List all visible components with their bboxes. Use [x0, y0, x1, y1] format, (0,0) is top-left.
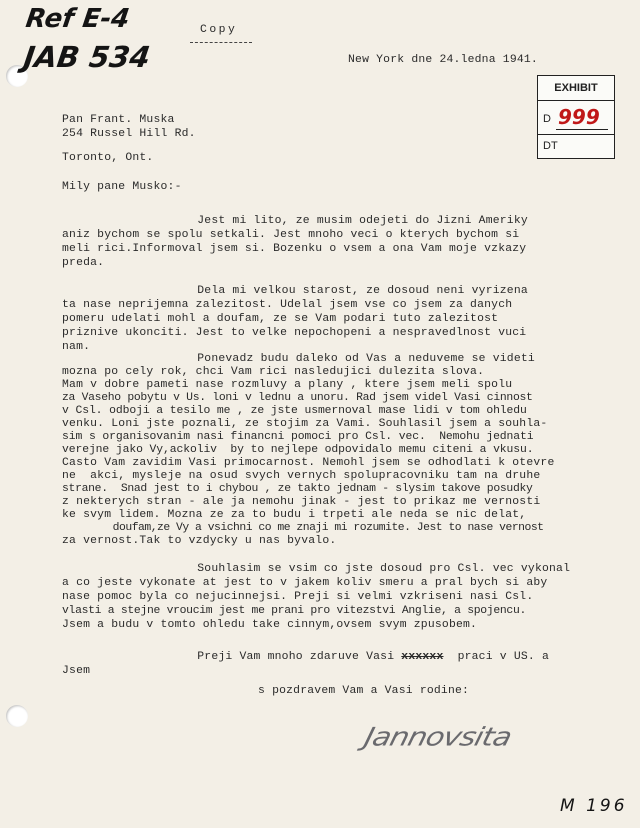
paragraph-line: nam.: [62, 341, 91, 353]
copy-underline: [190, 42, 252, 43]
paragraph-line: ne akci, mysleje na osud svych vernych spolupracovniku tam na druhe: [62, 470, 541, 482]
paragraph-line: sim s organisovanim nasi financni pomoci pro Csl. vec. Nemohu jednati: [62, 431, 534, 443]
paragraph-line: priznive ukonciti. Jest to velke nepochopeni a nespravedlnost vuci: [62, 327, 527, 339]
binder-hole-bottom: [6, 705, 28, 727]
copy-label: Copy: [200, 24, 238, 36]
exhibit-d-label: D: [543, 113, 551, 125]
paragraph-line: z nekterych stran - ale ja nemohu jinak - jest to prikaz me vernosti: [62, 496, 541, 508]
handwritten-ref-line1: Ref E-4: [23, 4, 132, 34]
handwritten-ref-line2: JAB 534: [21, 40, 153, 74]
paragraph-line: verejne jako Vy,ackoliv by to nejlepe odpovidalo memu citeni a vkusu.: [62, 444, 534, 456]
addressee-city: Toronto, Ont.: [62, 152, 154, 164]
paragraph-line: za Vaseho pobytu v Us. loni v lednu a unoru. Rad jsem videl Vasi cinnost: [62, 392, 533, 404]
paragraph-line: [148, 651, 549, 664]
paragraph-line: ke svym lidem. Mozna ze za to budu i trpeti ale neda se nic delat,: [62, 509, 527, 521]
paragraph-line: Dela mi velkou starost, ze dosoud neni vyrizena: [148, 285, 528, 297]
paragraph-line: Mam v dobre pameti nase rozmluvy a plany , ktere jsem meli spolu: [62, 379, 513, 391]
paragraph-line: Jsem a budu v tomto ohledu take cinnym,ovsem svym zpusobem.: [62, 619, 478, 631]
paragraph-line: Ponevadz budu daleko od Vas a neduveme se videti: [148, 353, 535, 365]
exhibit-number: 999: [558, 105, 600, 129]
place-date: New York dne 24.ledna 1941.: [348, 54, 538, 66]
paragraph-line: v Csl. odboji a tesilo me , ze jste usmernoval mase lidi v tom ohledu: [62, 405, 527, 417]
paragraph-line: a co jeste vykonate at jest to v jakem koliv smeru a pral bych si aby: [62, 577, 548, 589]
paragraph-line: Casto Vam zavidim Vasi primocarnost. Nemohl jsem se odhodlati k otevre: [62, 457, 555, 469]
paragraph-line: pomeru udelati mohl a doufam, ze se Vam podari tuto zalezitost: [62, 313, 499, 325]
exhibit-dt-label: DT: [543, 140, 558, 152]
wish-text-a: Preji Vam mnoho zdaruve Vasi: [148, 651, 402, 663]
paragraph-line: strane. Snad jest to i chybou , ze takto jednam - slysim takove posudky: [62, 483, 533, 495]
exhibit-divider-2: [538, 134, 614, 135]
paragraph-line: Jsem: [62, 665, 91, 677]
wish-text-b: praci v US. a: [443, 651, 550, 663]
salutation: Mily pane Musko:-: [62, 181, 182, 193]
paragraph-line: Jest mi lito, ze musim odejeti do Jizni Ameriky: [148, 215, 528, 227]
paragraph-line: nase pomoc byla co nejucinnejsi. Preji si velmi vzkriseni nasi Csl.: [62, 591, 534, 603]
paragraph-line: aniz bychom se spolu setkali. Jest mnoho veci o kterych bychom si: [62, 229, 520, 241]
struck-word: xxxxxx: [401, 651, 444, 663]
exhibit-title: EXHIBIT: [554, 82, 598, 94]
addressee-street: 254 Russel Hill Rd.: [62, 128, 196, 140]
signature: Jannovsita: [361, 722, 515, 753]
paragraph-line: ta nase neprijemna zalezitost. Udelal jsem vse co jsem za danych: [62, 299, 513, 311]
addressee-name: Pan Frant. Muska: [62, 114, 175, 126]
exhibit-divider: [538, 100, 614, 101]
exhibit-stamp: [537, 75, 615, 159]
paragraph-line: vlasti a stejne vroucim jest me prani pro vitezstvi Anglie, a spojencu.: [62, 605, 527, 617]
paragraph-line: mozna po cely rok, chci Vam rici nasledujici dulezita slova.: [62, 366, 485, 378]
paragraph-line: meli rici.Informoval jsem si. Bozenku o vsem a ona Vam moje vzkazy: [62, 243, 527, 255]
paragraph-line: venku. Loni jste poznali, ze stojim za Vami. Souhlasil jsem a souhla-: [62, 418, 548, 430]
paragraph-line: Souhlasim se vsim co jste dosoud pro Csl. vec vykonal: [148, 563, 571, 575]
page-mark: M 196: [560, 796, 628, 816]
closing-line: s pozdravem Vam a Vasi rodine:: [258, 685, 470, 697]
paragraph-line: preda.: [62, 257, 105, 269]
exhibit-number-line: [556, 129, 608, 130]
paragraph-line: za vernost.Tak to vzdycky u nas byvalo.: [62, 535, 337, 547]
paragraph-line: doufam,ze Vy a vsichni co me znaji mi rozumite. Jest to nase vernost: [62, 522, 544, 534]
